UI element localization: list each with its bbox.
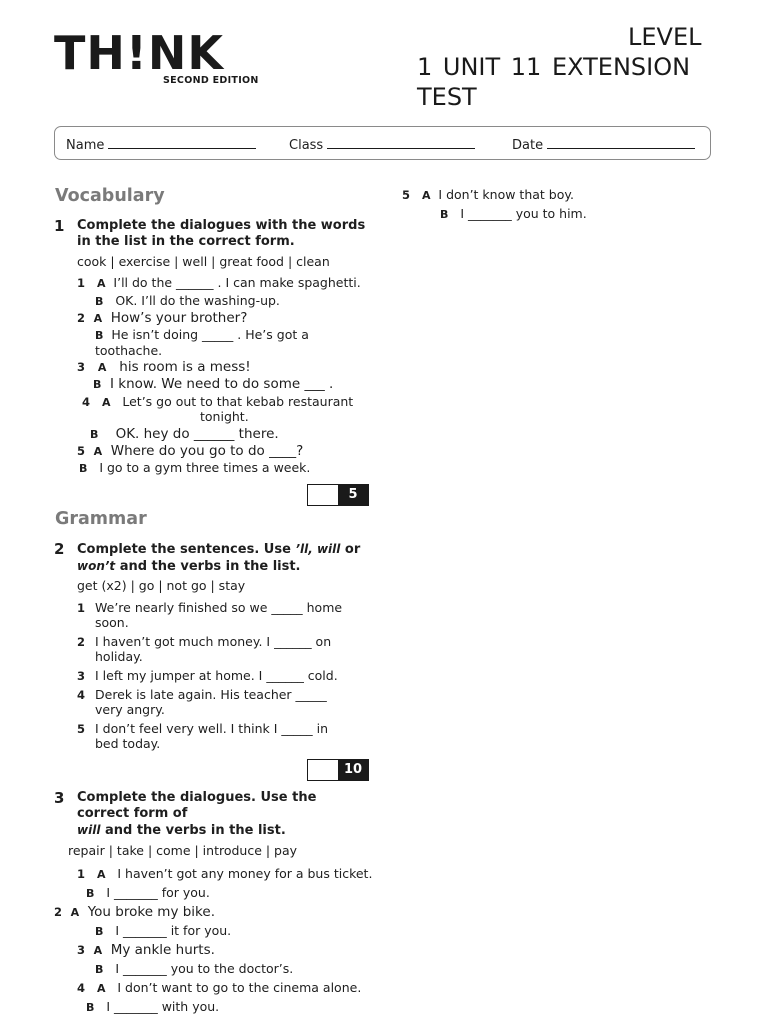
grammar-q3-item-3b: B I _______ you to the doctor’s. [95, 961, 294, 976]
grammar-q3-word-list: repair | take | come | introduce | pay [68, 843, 298, 858]
vocab-item-4a: 4 A Let’s go out to that kebab restaurant [82, 394, 354, 409]
question-2-instruction: Complete the sentences. Use ’ll, will or won’t and the verbs in the list. [77, 542, 361, 574]
class-label: Class [289, 138, 324, 153]
grammar-q2-score-total: 10 [338, 760, 368, 780]
grammar-q3-item-4a: 4 A I don’t want to go to the cinema alone. [77, 980, 362, 995]
grammar-q3-item-2a: 2 A You broke my bike. [54, 904, 215, 920]
name-label: Name [66, 138, 105, 153]
vocab-item-2b: B He isn’t doing _____ . He’s got a toothache. [95, 327, 309, 358]
vocab-item-4b: B OK. hey do ______ there. [90, 426, 279, 442]
student-info-bar [54, 126, 711, 160]
edition-label: SECOND EDITION [163, 75, 259, 86]
grammar-q3-item-5a: 5 A I don’t know that boy. [402, 187, 574, 202]
grammar-q3-item-4b: B I _______ with you. [86, 999, 220, 1014]
vocabulary-score-box[interactable] [307, 484, 369, 506]
grammar-q3-item-1a: 1 A I haven’t got any money for a bus ticket. [77, 866, 373, 881]
question-3-instruction: Complete the dialogues. Use the correct form of will and the verbs in the list. [77, 790, 317, 838]
vocab-item-5a: 5 A Where do you go to do ____? [77, 443, 304, 459]
grammar-q2-score-box[interactable] [307, 759, 369, 781]
question-2-number: 2 [54, 540, 65, 558]
vocab-item-1b: B OK. I’ll do the washing-up. [95, 293, 280, 308]
vocab-item-1a: 1 A I’ll do the ______ . I can make spaghetti. [77, 275, 361, 290]
test-title-line3: TEST [417, 83, 477, 111]
grammar-heading: Grammar [55, 509, 147, 529]
vocab-item-4a-cont: tonight. [200, 409, 249, 424]
grammar-q2-word-list: get (x2) | go | not go | stay [77, 578, 246, 593]
question-1-number: 1 [54, 217, 65, 235]
think-logo: TH!NK [54, 26, 224, 80]
vocabulary-heading: Vocabulary [55, 186, 165, 206]
grammar-q3-item-3a: 3 A My ankle hurts. [77, 942, 215, 958]
vocabulary-score-total: 5 [338, 485, 368, 505]
name-field[interactable] [66, 137, 256, 153]
vocab-item-2a: 2 A How’s your brother? [77, 310, 248, 326]
test-title-line2: 1 UNIT 11 EXTENSION [417, 53, 691, 81]
grammar-q3-item-5b: B I _______ you to him. [440, 206, 587, 221]
vocab-item-3b: B I know. We need to do some ___ . [93, 376, 334, 392]
question-3-number: 3 [54, 789, 65, 807]
vocab-item-5b: B I go to a gym three times a week. [79, 460, 311, 475]
date-label: Date [512, 138, 544, 153]
grammar-q3-item-1b: B I _______ for you. [86, 885, 210, 900]
date-field[interactable] [512, 137, 695, 153]
grammar-q3-item-2b: B I _______ it for you. [95, 923, 232, 938]
class-field[interactable] [289, 137, 475, 153]
test-title-line1: LEVEL [628, 23, 702, 51]
question-1-instruction: Complete the dialogues with the words in the list in the correct form. [77, 218, 366, 249]
vocab-item-3a: 3 A his room is a mess! [77, 359, 251, 375]
vocabulary-word-list: cook | exercise | well | great food | clean [77, 254, 330, 269]
